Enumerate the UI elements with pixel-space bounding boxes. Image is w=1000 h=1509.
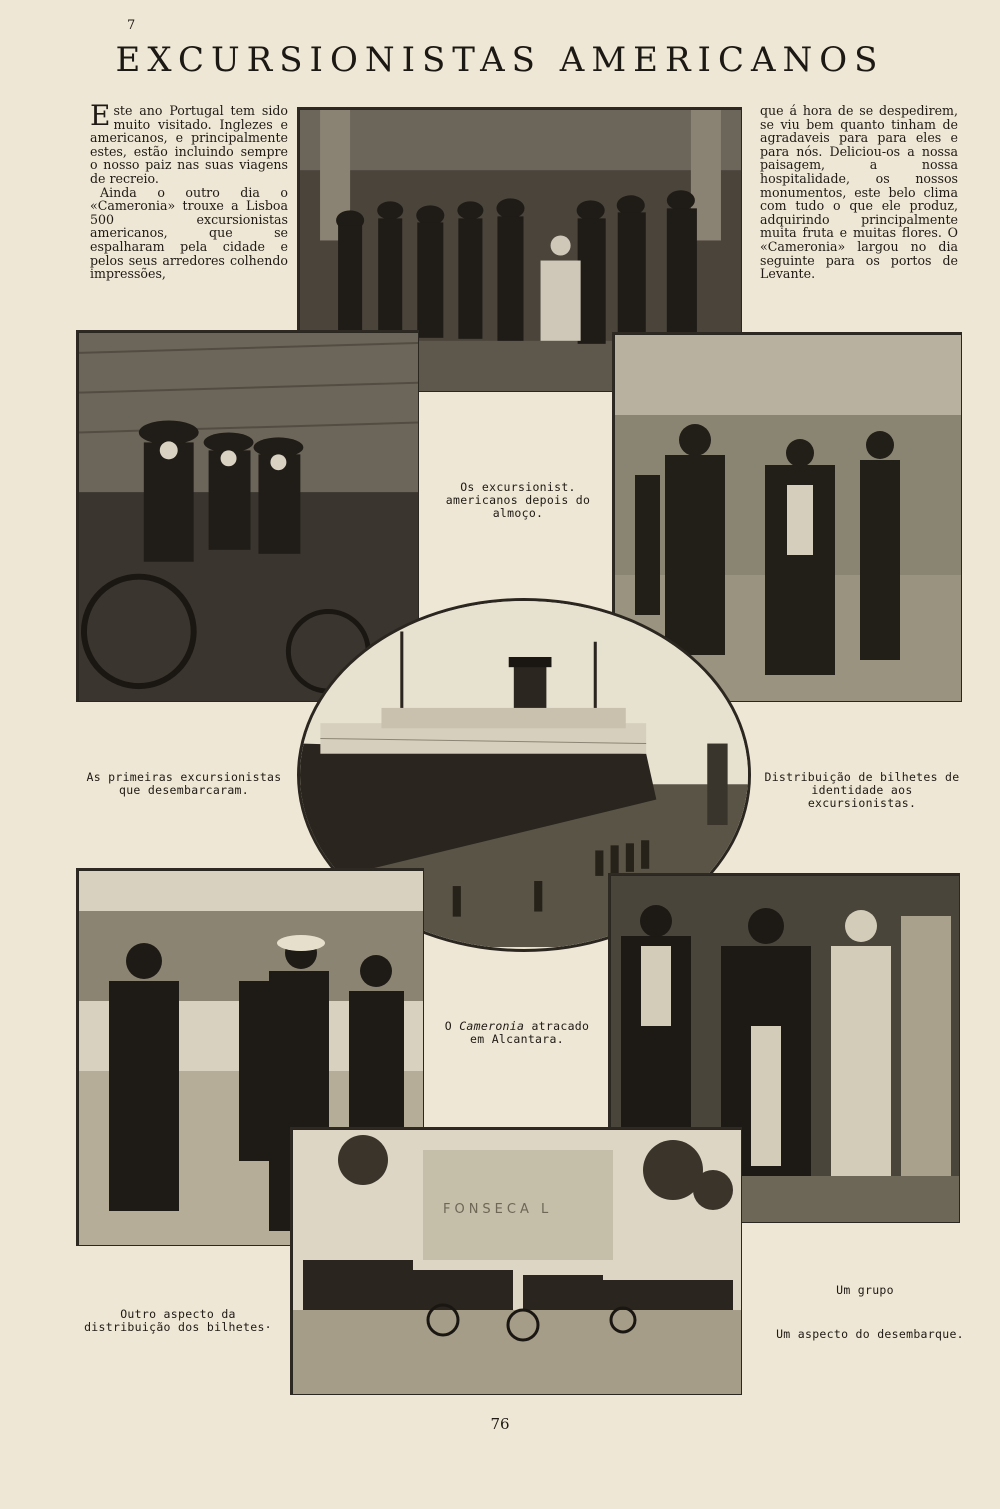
page-mark: 7 [127, 18, 136, 33]
photo-frame-bottom-center [290, 1127, 742, 1395]
caption-cameronia-prefix: O [444, 1019, 452, 1033]
caption-group: Um grupo [836, 1283, 894, 1297]
drop-cap: E [90, 99, 111, 132]
caption-disembark: Um aspecto do desembarque. [776, 1327, 964, 1341]
photo-disembark [292, 1129, 742, 1395]
caption-first-landed: As primeiras excursionistas que desembarcaram. [86, 770, 282, 797]
caption-other-distribution: Outro aspecto da distribuição dos bilhetes· [84, 1307, 272, 1334]
warehouse-sign: FONSECA L [443, 1202, 553, 1217]
article-left-paragraph-1: ste ano Portugal tem sido muito visitado. Inglezes e americanos, e principalmente estes, estão incluindo sempre o nosso paiz nas suas viagens de recreio. [90, 103, 288, 186]
page-number: 76 [490, 1415, 510, 1433]
caption-after-lunch: Os excursionist. americanos depois do almoço. [445, 480, 591, 520]
page-title: EXCURSIONISTAS AMERICANOS [115, 40, 885, 80]
caption-cameronia-docked [440, 1020, 594, 1046]
caption-cameronia-ship: Cameronia [459, 1019, 525, 1033]
caption-ticket-distribution: Distribuição de bilhetes de identidade aos excursionistas. [764, 770, 960, 810]
article-right-column: que á hora de se despedirem, se viu bem quanto tinham de agradaveis para para eles e para nós. Deliciou-os a nossa paisagem, a nossa hospitalidade, os nossos monumentos, este belo clima com tudo o que ele produz, adquirindo principalmente muita fruta e muitas flores. O «Cameronia» largou no dia seguinte para os portos de Levante. [760, 103, 958, 282]
article-left-column [90, 99, 288, 282]
article-left-paragraph-2: Ainda o outro dia o «Cameronia» trouxe a Lisboa 500 excursionistas americanos, que se espalharam pela cidade e pelos seus arredores colhendo impressões, [90, 184, 288, 282]
caption-cameronia-suffix: atracado em Alcantara. [470, 1019, 590, 1046]
